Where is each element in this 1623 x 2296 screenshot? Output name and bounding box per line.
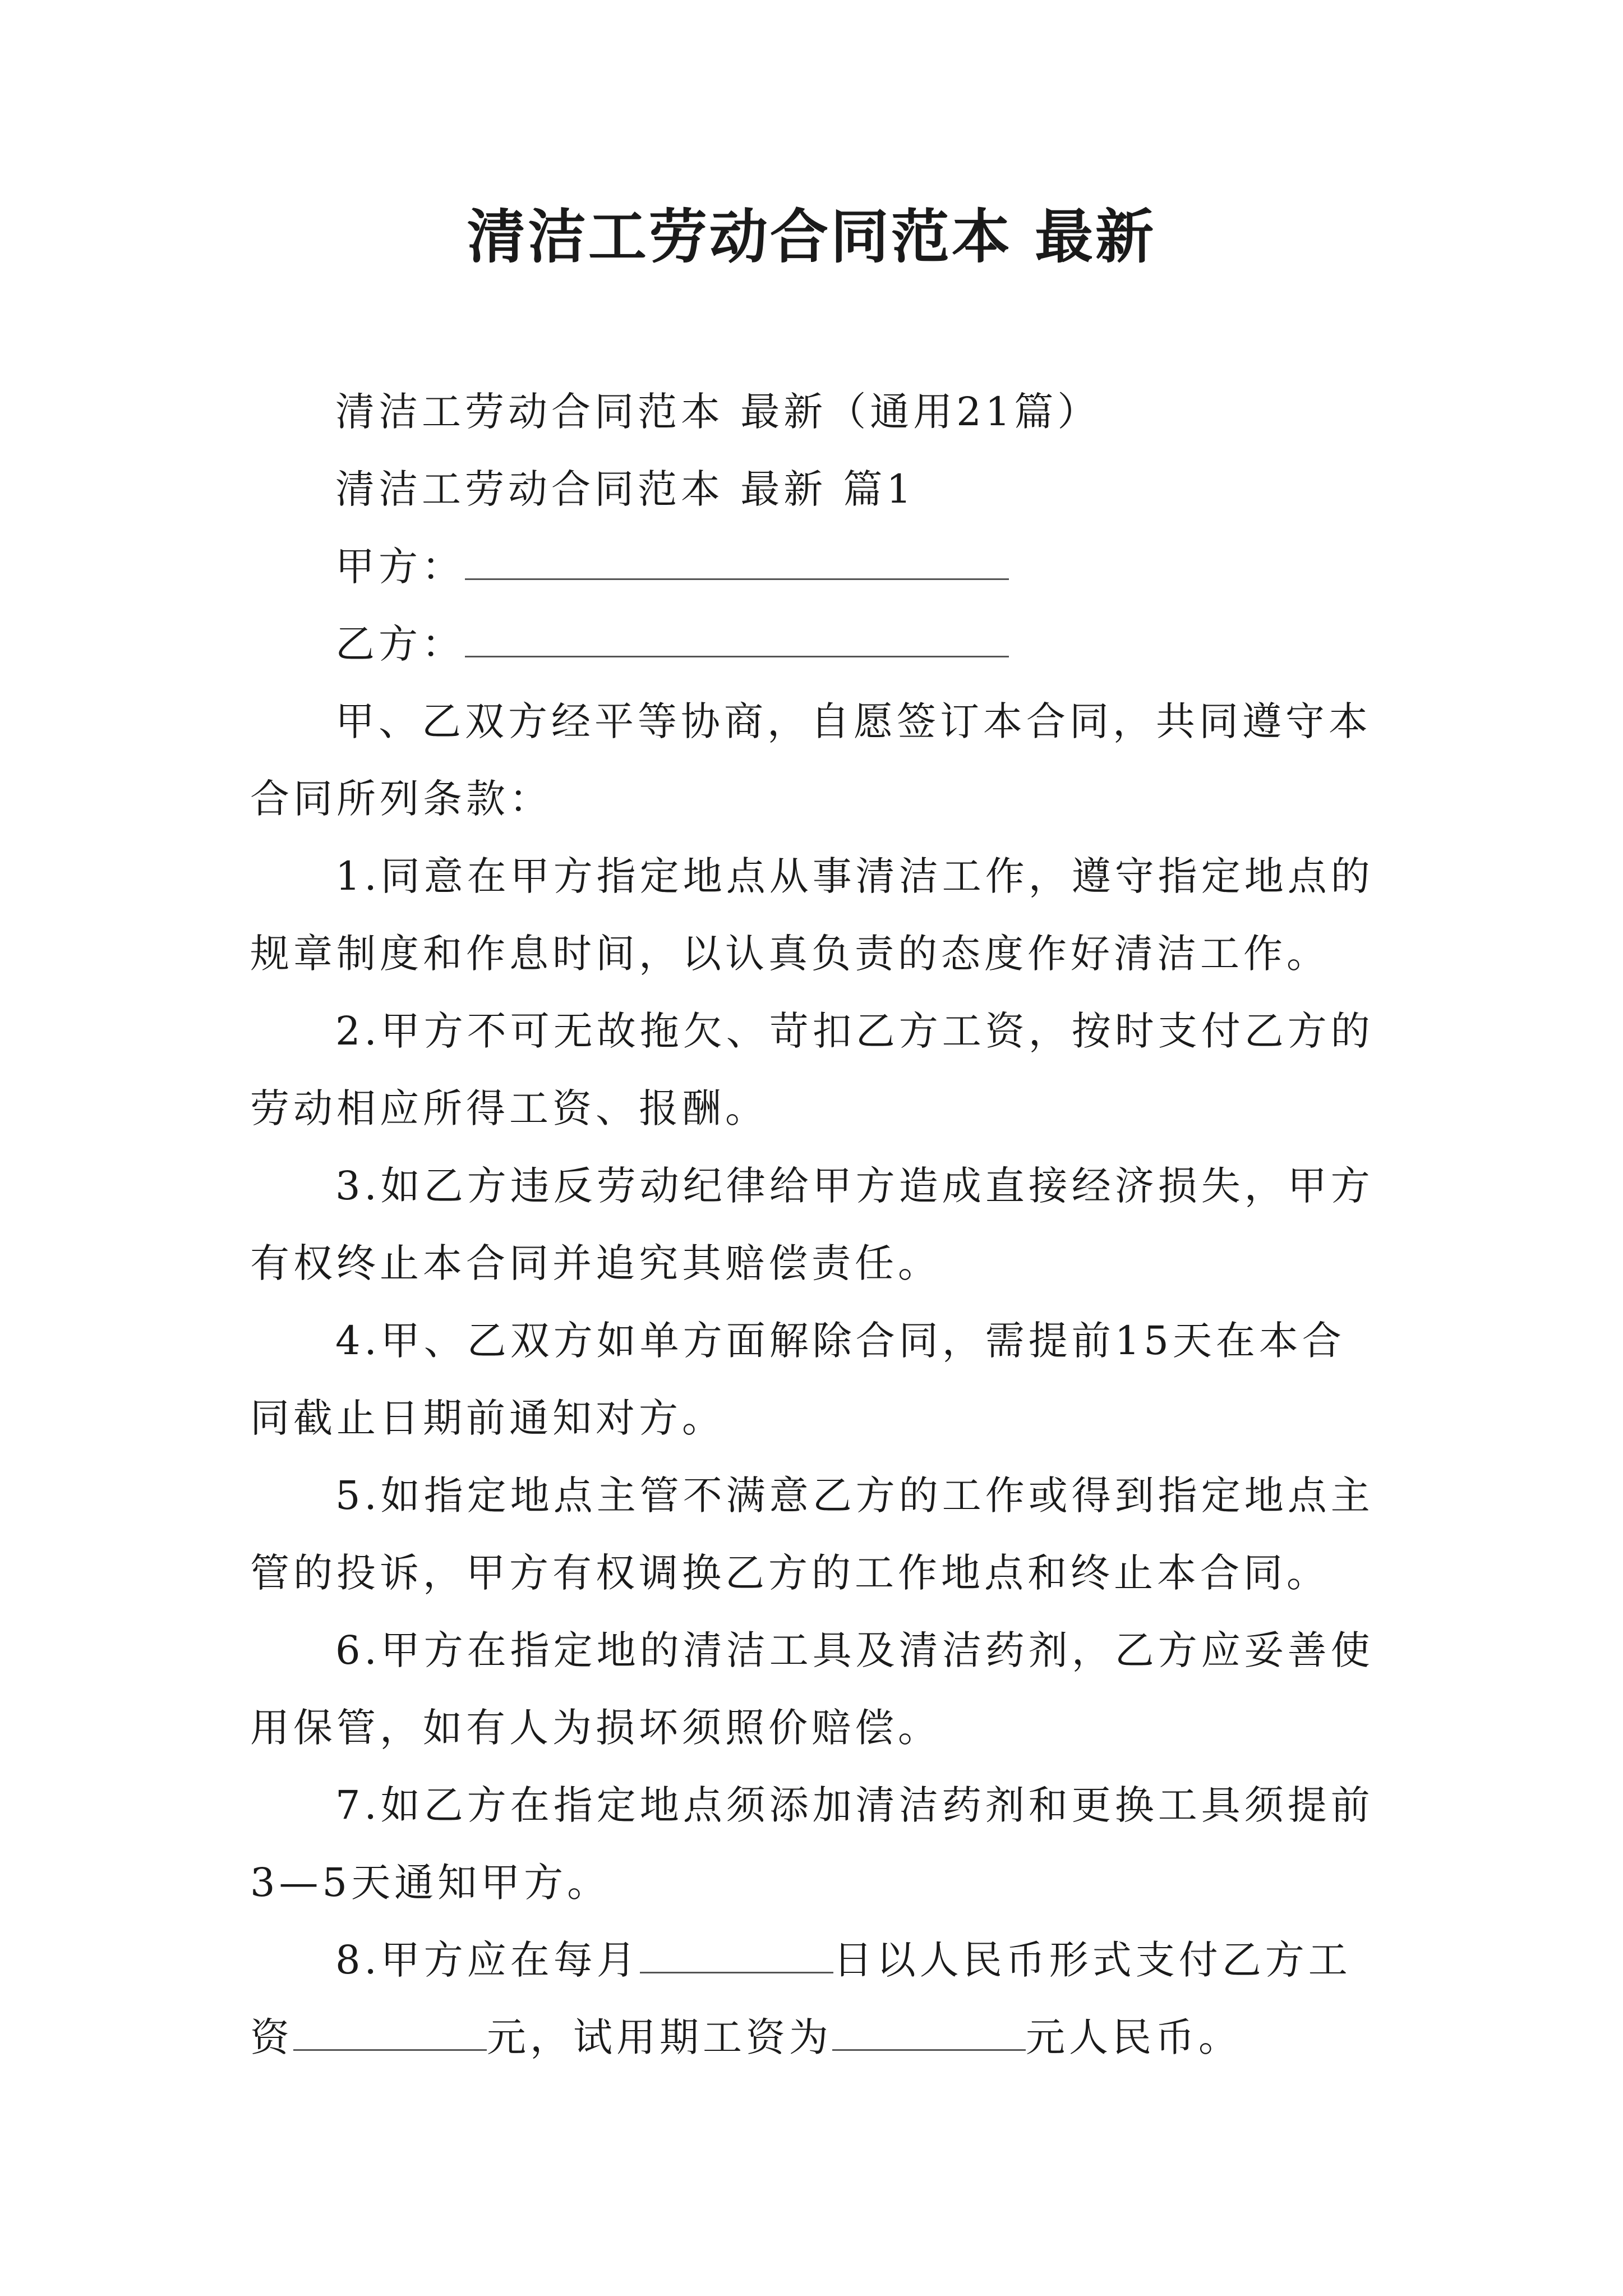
party-a-line — [250, 528, 1377, 605]
clause-6: 6.甲方在指定地的清洁工具及清洁药剂，乙方应妥善使用保管，如有人为损坏须照价赔偿。 — [250, 1627, 1374, 1751]
pay-day-blank[interactable] — [640, 1938, 833, 1973]
probation-salary-blank[interactable] — [832, 2016, 1026, 2051]
section-heading: 清洁工劳动合同范本 最新 篇1 — [335, 466, 916, 512]
clause-2: 2.甲方不可无故拖欠、苛扣乙方工资，按时支付乙方的劳动相应所得工资、报酬。 — [250, 1008, 1374, 1131]
party-b-blank[interactable] — [465, 622, 1009, 657]
clause-8-text-3: 元，试用期工资为 — [487, 2014, 832, 2060]
intro-paragraph: 甲、乙双方经平等协商，自愿签订本合同，共同遵守本合同所列条款： — [250, 698, 1372, 822]
party-b-label: 乙方： — [335, 621, 465, 667]
clause-8-text-4: 元人民币。 — [1026, 2014, 1242, 2060]
clause-8-text-2: 日以人民币形式支付乙方工资 — [250, 1937, 1352, 2060]
party-a-label: 甲方： — [335, 544, 465, 590]
clause-4: 4.甲、乙双方如单方面解除合同，需提前15天在本合同截止日期前通知对方。 — [250, 1318, 1345, 1441]
document-body — [250, 373, 1377, 2076]
clause-8 — [250, 1921, 1377, 2076]
party-b-line — [250, 605, 1377, 683]
clause-7: 7.如乙方在指定地点须添加清洁药剂和更换工具须提前3—5天通知甲方。 — [250, 1782, 1374, 1906]
clause-3: 3.如乙方违反劳动纪律给甲方造成直接经济损失，甲方有权终止本合同并追究其赔偿责任。 — [250, 1163, 1374, 1286]
clause-8-text-1: 8.甲方应在每月 — [335, 1937, 640, 1983]
document-title: 清洁工劳动合同范本 最新 — [467, 202, 1156, 271]
document-subtitle: 清洁工劳动合同范本 最新（通用21篇） — [335, 389, 1101, 435]
clause-1: 1.同意在甲方指定地点从事清洁工作，遵守指定地点的规章制度和作息时间，以认真负责的态度作好清洁工作。 — [250, 853, 1374, 977]
clause-5: 5.如指定地点主管不满意乙方的工作或得到指定地点主管的投诉，甲方有权调换乙方的工作地点和终止本合同。 — [250, 1473, 1374, 1596]
salary-blank[interactable] — [293, 2016, 487, 2051]
party-a-blank[interactable] — [465, 545, 1009, 580]
